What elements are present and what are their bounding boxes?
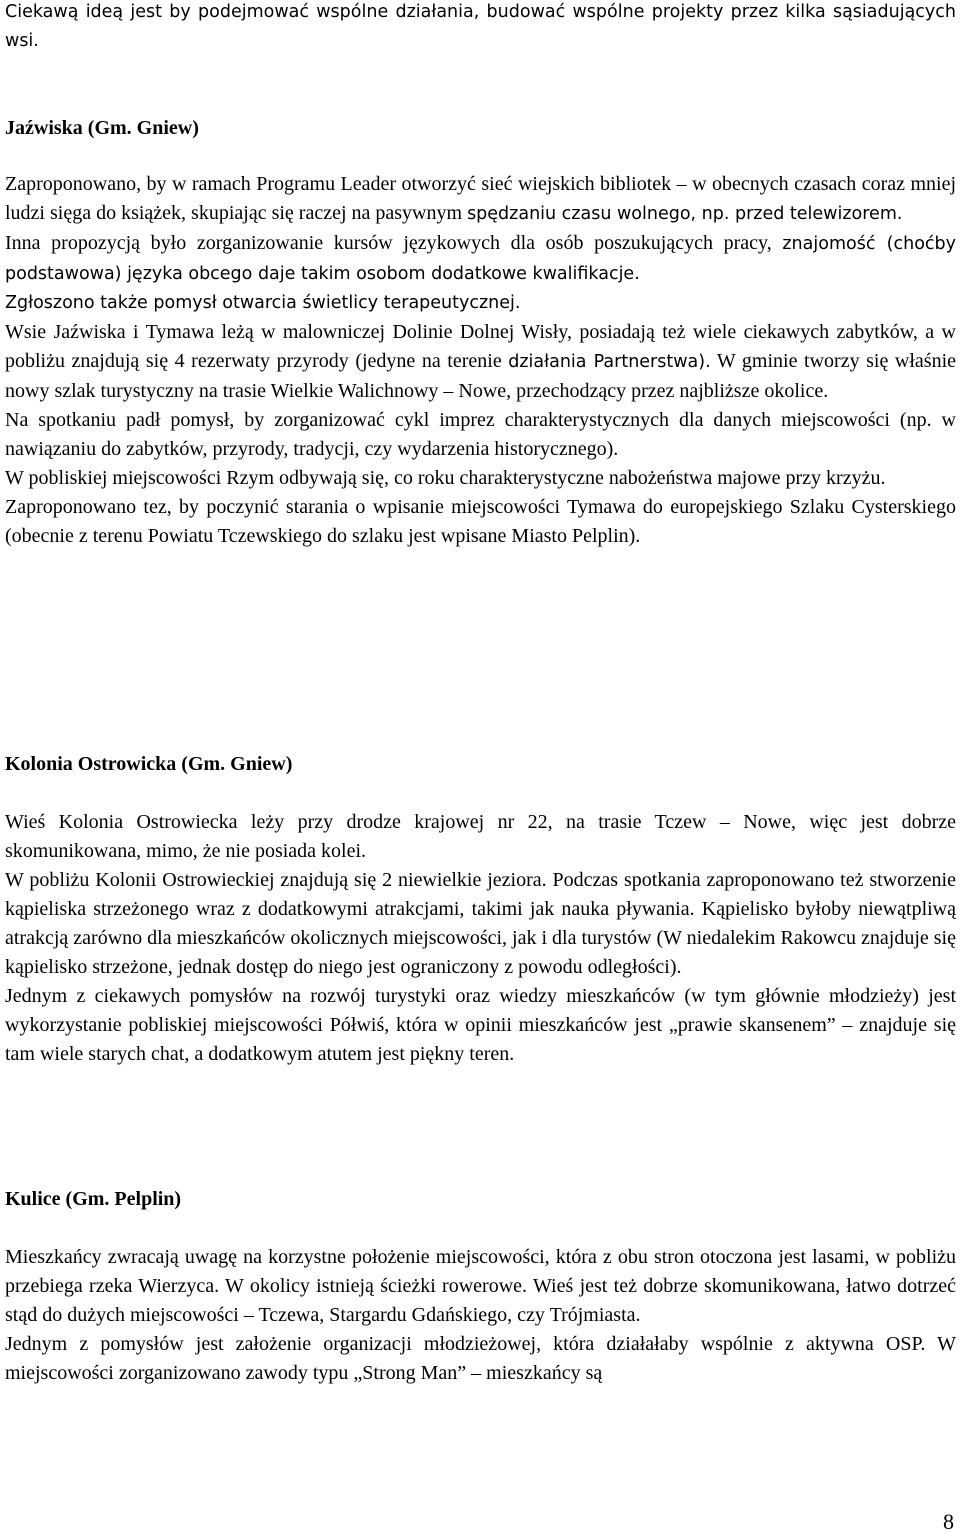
paragraph: W pobliżu Kolonii Ostrowieckiej znajdują się 2 niewielkie jeziora. Podczas spotkania zaproponowano też stworzenie kąpieliska strzeżonego wraz z dodatkowymi atrakcjami, takimi jak nauka pływania. Kąpielisko byłoby niewątpliwą atrakcją zarówno dla mieszkańców okolicznych miejscowości, jak i dla turystów (W niedalekim Rakowcu znajduje się kąpielisko strzeżone, jednak dostęp do niego jest ograniczony z powodu odległości). — [5, 869, 956, 978]
paragraph — [5, 318, 956, 406]
paragraph-text: znajomość (choćby podstawowa) języka obcego daje takim osobom dodatkowe kwalifikacje. — [5, 234, 956, 284]
section-kolonia-body — [5, 808, 956, 1069]
paragraph: W pobliskiej miejscowości Rzym odbywają się, co roku charakterystyczne nabożeństwa majowe przy krzyżu. — [5, 467, 886, 489]
section-heading-kolonia-ostrowicka: Kolonia Ostrowicka (Gm. Gniew) — [5, 753, 293, 775]
paragraph-text: spędzaniu czasu wolnego, np. przed telewizorem. — [467, 204, 903, 224]
paragraph — [5, 170, 956, 229]
paragraph-text: Inna propozycją było zorganizowanie kursów językowych dla osób poszukujących pracy, — [5, 232, 783, 254]
paragraph-text: Zaproponowano, by w ramach Programu Leader otworzyć sieć wiejskich bibliotek – w obecnych czasach coraz mniej ludzi sięga do książek, skupiając się raczej na pasywnym — [5, 173, 956, 224]
paragraph: Jednym z ciekawych pomysłów na rozwój turystyki oraz wiedzy mieszkańców (w tym głównie młodzieży) jest wykorzystanie pobliskiej miejscowości Półwiś, która w opinii mieszkańców jest „prawie skansenem” – znajduje się tam wiele starych chat, a dodatkowym atutem jest piękny teren. — [5, 985, 956, 1065]
paragraph: Na spotkaniu padł pomysł, by zorganizować cykl imprez charakterystycznych dla danych miejscowości (np. w nawiązaniu do zabytków, przyrody, tradycji, czy wydarzenia historycznego). — [5, 409, 956, 460]
section-heading-jazwiska: Jaźwiska (Gm. Gniew) — [5, 117, 199, 139]
section-jazwiska-body — [5, 170, 956, 551]
intro-paragraph: Ciekawą ideą jest by podejmować wspólne działania, budować wspólne projekty przez kilka sąsiadujących wsi. — [5, 2, 956, 51]
paragraph — [5, 229, 956, 289]
page-number: 8 — [943, 1509, 954, 1534]
paragraph-text: Wsie Jaźwiska i Tymawa leżą w malowniczej Dolinie Dolnej Wisły, posiadają też wiele ciekawych zabytków, a w pobliżu znajdują się 4 rezerwaty przyrody (jedyne na terenie — [5, 321, 956, 372]
paragraph-text: działania Partnerstwa). — [508, 352, 711, 372]
section-heading-kulice: Kulice (Gm. Pelplin) — [5, 1188, 182, 1210]
paragraph: Wieś Kolonia Ostrowiecka leży przy drodze krajowej nr 22, na trasie Tczew – Nowe, więc jest dobrze skomunikowana, mimo, że nie posiada kolei. — [5, 811, 956, 862]
paragraph: Zgłoszono także pomysł otwarcia świetlicy terapeutycznej. — [5, 293, 521, 313]
paragraph: Mieszkańcy zwracają uwagę na korzystne położenie miejscowości, która z obu stron otoczona jest lasami, w pobliżu przebiega rzeka Wierzyca. W okolicy istnieją ścieżki rowerowe. Wieś jest też dobrze skomunikowana, łatwo dotrzeć stąd do dużych miejscowości – Tczewa, Stargardu Gdańskiego, czy Trójmiasta. — [5, 1246, 956, 1326]
paragraph-text: W gminie tworzy się właśnie nowy szlak turystyczny na trasie Wielkie Walichnowy – Nowe, przechodzący przez najbliższe okolice. — [5, 350, 956, 402]
section-kulice-body — [5, 1243, 956, 1388]
paragraph: Jednym z pomysłów jest założenie organizacji młodzieżowej, która działałaby wspólnie z aktywna OSP. W miejscowości zorganizowano zawody typu „Strong Man” – mieszkańcy są — [5, 1333, 956, 1384]
paragraph: Zaproponowano tez, by poczynić starania o wpisanie miejscowości Tymawa do europejskiego Szlaku Cysterskiego (obecnie z terenu Powiatu Tczewskiego do szlaku jest wpisane Miasto Pelplin). — [5, 496, 956, 547]
